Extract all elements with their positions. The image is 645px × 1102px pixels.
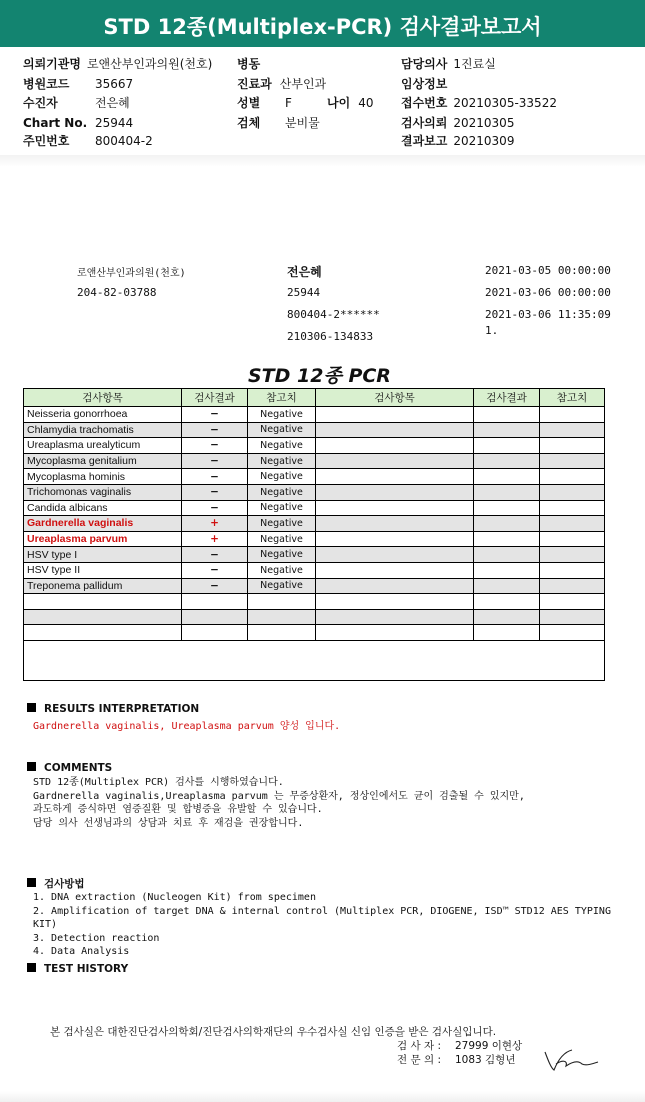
ward-label: 병동	[237, 57, 261, 71]
empty-cell	[474, 438, 540, 454]
empty-cell	[540, 547, 605, 563]
tester-line	[397, 1038, 522, 1053]
empty-cell	[474, 484, 540, 500]
report-value: 20210309	[453, 134, 515, 148]
empty-cell	[540, 625, 605, 641]
results-table	[23, 388, 605, 681]
empty-cell	[540, 562, 605, 578]
test-item: Gardnerella vaginalis	[24, 516, 182, 532]
table-row	[24, 469, 605, 485]
empty-cell	[540, 422, 605, 438]
empty-cell	[316, 531, 474, 547]
header-org	[23, 57, 212, 71]
patient-value: 전은혜	[95, 96, 130, 110]
comments-heading	[27, 762, 112, 774]
reference-value: Negative	[248, 484, 316, 500]
header-age	[327, 96, 373, 110]
reference-value	[248, 609, 316, 625]
pcr-title: STD 12종 PCR	[248, 365, 391, 387]
test-result	[182, 609, 248, 625]
empty-cell	[474, 469, 540, 485]
test-item: Trichomonas vaginalis	[24, 484, 182, 500]
empty-cell	[316, 407, 474, 423]
method-line: 3. Detection reaction	[33, 933, 160, 944]
reference-value: Negative	[248, 531, 316, 547]
col-header-ref: 참고치	[248, 389, 316, 407]
empty-cell	[540, 453, 605, 469]
table-row-blank	[24, 640, 605, 680]
header-dept	[237, 77, 326, 91]
test-result: −	[182, 422, 248, 438]
method-line: 4. Data Analysis	[33, 946, 130, 957]
tester-label: 검 사 자 :	[397, 1040, 441, 1052]
reference-value: Negative	[248, 578, 316, 594]
header-specimen	[237, 116, 320, 130]
receipt-value: 20210305-33522	[453, 96, 557, 110]
code-value: 35667	[95, 77, 134, 91]
report-label: 결과보고	[401, 134, 448, 148]
hospital-name: 로앤산부인과의원(천호)	[77, 268, 186, 279]
empty-cell	[316, 422, 474, 438]
request-label: 검사의뢰	[401, 116, 448, 130]
table-row	[24, 422, 605, 438]
reference-value: Negative	[248, 547, 316, 563]
header-patient	[23, 96, 130, 110]
signature-icon	[542, 1046, 600, 1074]
empty-cell	[24, 640, 605, 680]
chart-label: Chart No.	[23, 116, 88, 130]
code-label: 병원코드	[23, 77, 70, 91]
empty-cell	[474, 562, 540, 578]
test-item: Candida albicans	[24, 500, 182, 516]
test-result: −	[182, 562, 248, 578]
empty-cell	[474, 453, 540, 469]
table-row	[24, 625, 605, 641]
dept-value: 산부인과	[279, 77, 327, 91]
col-header-result-2: 검사결과	[474, 389, 540, 407]
empty-cell	[316, 484, 474, 500]
method-line: KIT)	[33, 919, 58, 930]
test-result: −	[182, 453, 248, 469]
header-report	[401, 134, 514, 148]
table-row	[24, 516, 605, 532]
test-result	[182, 594, 248, 610]
empty-cell	[316, 453, 474, 469]
empty-cell	[316, 562, 474, 578]
test-result: +	[182, 516, 248, 532]
method-line: 2. Amplification of target DNA & internal control (Multiplex PCR, DIOGENE, ISD™ STD12 AES TYPING	[33, 906, 611, 917]
empty-cell	[474, 625, 540, 641]
test-item: Mycoplasma hominis	[24, 469, 182, 485]
reference-value: Negative	[248, 453, 316, 469]
results-interpretation: Gardnerella vaginalis, Ureaplasma parvum 양성 입니다.	[33, 721, 341, 732]
empty-cell	[540, 578, 605, 594]
empty-cell	[474, 516, 540, 532]
empty-cell	[474, 407, 540, 423]
header-request	[401, 116, 514, 130]
reference-value	[248, 625, 316, 641]
header-receipt	[401, 96, 557, 110]
reference-value: Negative	[248, 407, 316, 423]
test-result: −	[182, 407, 248, 423]
test-item: Chlamydia trachomatis	[24, 422, 182, 438]
empty-cell	[316, 500, 474, 516]
test-result: −	[182, 484, 248, 500]
results-heading-text: RESULTS INTERPRETATION	[44, 703, 200, 715]
doctor-value: 1진료실	[453, 57, 496, 71]
specialist-label: 전 문 의 :	[397, 1054, 441, 1066]
empty-cell	[316, 516, 474, 532]
empty-cell	[474, 422, 540, 438]
patient-label: 수진자	[23, 96, 58, 110]
test-result: −	[182, 578, 248, 594]
reference-value: Negative	[248, 438, 316, 454]
comment-line: 담당 의사 선생님과의 상담과 치료 후 재검을 권장합니다.	[33, 818, 304, 829]
age-value: 40	[358, 96, 374, 110]
empty-cell	[540, 438, 605, 454]
test-result: +	[182, 531, 248, 547]
empty-cell	[540, 484, 605, 500]
square-bullet-icon	[27, 963, 36, 972]
id-value: 800404-2	[95, 134, 153, 148]
comments-heading-text: COMMENTS	[44, 762, 113, 774]
header-id	[23, 134, 153, 148]
dept-label: 진료과	[237, 77, 272, 91]
doctor-label: 담당의사	[401, 57, 448, 71]
info-date-3: 2021-03-06 11:35:09	[485, 308, 611, 321]
chart-value: 25944	[95, 116, 134, 130]
table-row	[24, 531, 605, 547]
table-row	[24, 453, 605, 469]
info-ssn: 800404-2******	[287, 308, 380, 321]
header-ward	[237, 57, 260, 71]
history-heading-text: TEST HISTORY	[44, 963, 129, 975]
info-sample-number: 210306-134833	[287, 330, 374, 343]
specialist-line	[397, 1052, 515, 1067]
clinical-label: 임상정보	[401, 77, 448, 91]
empty-cell	[540, 500, 605, 516]
col-header-item-2: 검사항목	[316, 389, 474, 407]
test-item	[24, 609, 182, 625]
table-row	[24, 609, 605, 625]
empty-cell	[316, 469, 474, 485]
test-result: −	[182, 438, 248, 454]
reference-value: Negative	[248, 500, 316, 516]
org-value: 로앤산부인과의원(천호)	[86, 57, 213, 71]
reference-value: Negative	[248, 516, 316, 532]
test-result: −	[182, 547, 248, 563]
header-sex	[237, 96, 292, 110]
reference-value: Negative	[248, 422, 316, 438]
empty-cell	[540, 407, 605, 423]
test-item	[24, 594, 182, 610]
method-line: 1. DNA extraction (Nucleogen Kit) from specimen	[33, 892, 316, 903]
header-chart	[23, 116, 134, 130]
id-label: 주민번호	[23, 134, 70, 148]
table-row	[24, 500, 605, 516]
receipt-label: 접수번호	[401, 96, 448, 110]
test-item: HSV type II	[24, 562, 182, 578]
info-date-3-suffix: 1.	[485, 324, 499, 337]
comment-line: Gardnerella vaginalis,Ureaplasma parvum 는 무증상환자, 정상인에서도 균이 검출될 수 있지만,	[33, 791, 525, 802]
empty-cell	[316, 578, 474, 594]
method-heading	[27, 876, 85, 891]
empty-cell	[540, 469, 605, 485]
info-chart-number: 25944	[287, 286, 321, 299]
empty-cell	[316, 438, 474, 454]
empty-cell	[474, 594, 540, 610]
info-patient-name: 전은혜	[287, 265, 322, 279]
age-label: 나이	[327, 96, 351, 110]
specialist-value: 1083 김형년	[454, 1054, 516, 1066]
reference-value: Negative	[248, 469, 316, 485]
header-divider	[0, 155, 645, 167]
info-date-1: 2021-03-05 00:00:00	[485, 264, 611, 277]
empty-cell	[474, 609, 540, 625]
col-header-item: 검사항목	[24, 389, 182, 407]
test-result: −	[182, 469, 248, 485]
empty-cell	[316, 547, 474, 563]
square-bullet-icon	[27, 762, 36, 771]
test-item: Mycoplasma genitalium	[24, 453, 182, 469]
col-header-ref-2: 참고치	[540, 389, 605, 407]
empty-cell	[316, 609, 474, 625]
header-clinical	[401, 77, 447, 91]
test-item: Ureaplasma parvum	[24, 531, 182, 547]
table-row	[24, 578, 605, 594]
table-row	[24, 407, 605, 423]
test-result	[182, 625, 248, 641]
test-result: −	[182, 500, 248, 516]
test-item	[24, 625, 182, 641]
specimen-label: 검체	[237, 116, 261, 130]
empty-cell	[540, 609, 605, 625]
business-number: 204-82-03788	[77, 286, 157, 299]
reference-value: Negative	[248, 562, 316, 578]
test-item: Ureaplasma urealyticum	[24, 438, 182, 454]
comment-line: STD 12종(Multiplex PCR) 검사를 시행하였습니다.	[33, 777, 284, 788]
empty-cell	[474, 578, 540, 594]
empty-cell	[316, 625, 474, 641]
sex-value: F	[285, 96, 292, 110]
test-item: Treponema pallidum	[24, 578, 182, 594]
square-bullet-icon	[27, 703, 36, 712]
tester-value: 27999 이현상	[454, 1040, 523, 1052]
table-header-row	[24, 389, 605, 407]
history-heading	[27, 963, 128, 975]
table-row	[24, 438, 605, 454]
col-header-result: 검사결과	[182, 389, 248, 407]
table-row	[24, 594, 605, 610]
certification-statement: 본 검사실은 대한진단검사의학회/진단검사의학재단의 우수검사실 신임 인증을 받은 검사실입니다.	[50, 1026, 497, 1038]
table-row	[24, 562, 605, 578]
empty-cell	[540, 531, 605, 547]
header-code	[23, 77, 134, 91]
reference-value	[248, 594, 316, 610]
specimen-value: 분비물	[285, 116, 320, 130]
empty-cell	[474, 531, 540, 547]
empty-cell	[474, 547, 540, 563]
table-row	[24, 547, 605, 563]
empty-cell	[474, 500, 540, 516]
empty-cell	[540, 516, 605, 532]
results-heading	[27, 703, 199, 715]
comment-line: 과도하게 증식하면 염증질환 및 합병증을 유발할 수 있습니다.	[33, 804, 323, 815]
request-value: 20210305	[453, 116, 515, 130]
info-date-2: 2021-03-06 00:00:00	[485, 286, 611, 299]
sex-label: 성별	[237, 96, 261, 110]
report-title: STD 12종(Multiplex-PCR) 검사결과보고서	[0, 0, 645, 47]
page-bottom-edge	[0, 1091, 645, 1102]
square-bullet-icon	[27, 878, 36, 887]
test-item: HSV type I	[24, 547, 182, 563]
table-row	[24, 484, 605, 500]
empty-cell	[540, 594, 605, 610]
test-item: Neisseria gonorrhoea	[24, 407, 182, 423]
org-label: 의뢰기관명	[23, 57, 81, 71]
header-doctor	[401, 57, 496, 71]
empty-cell	[316, 594, 474, 610]
method-heading-text: 검사방법	[44, 878, 85, 890]
